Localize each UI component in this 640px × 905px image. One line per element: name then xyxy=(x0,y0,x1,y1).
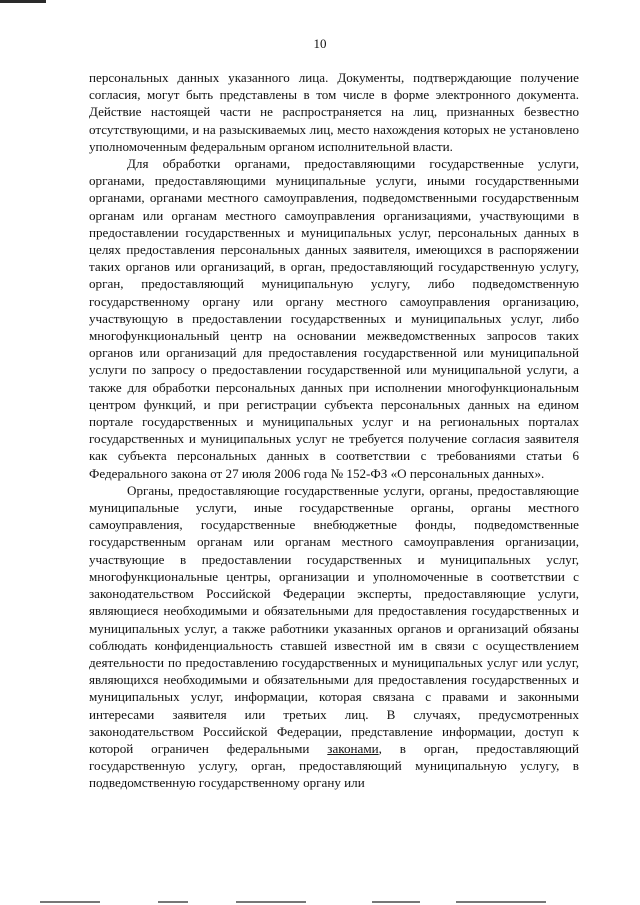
paragraph-text: , в орган, предоставляющий государственную услугу, орган, предоставляющий муниципальную услугу, в подведомственную государственному органу или xyxy=(89,740,579,791)
scan-bottom-artifacts xyxy=(0,897,640,903)
paragraph xyxy=(89,482,579,792)
page-number: 10 xyxy=(313,36,327,51)
laws-link-text[interactable]: законами xyxy=(327,740,379,756)
paragraph-text: Для обработки органами, предоставляющими государственные услуги, органами, предоставляющими муниципальные услуги, иными государственными органами, органами местного самоуправления, подведомственными государственным органам или органам местного самоуправления организациями, участвующими в предоставлении государственных и муниципальных услуг, персональных данных в целях предоставления персональных данных заявителя, имеющихся в распоряжении таких органов или организаций, в орган, предоставляющий государственную услугу, орган, предоставляющий муниципальную услугу, либо подведомственную государственному органу или органу местного самоуправления организацию, участвующую в предоставлении государственных и муниципальных услуг, либо многофункциональный центр на основании межведомственных запросов таких органов или организаций для предоставления государственной или муниципальной услуги по запросу о предоставлении государственной или муниципальной услуги, а также для обработки персональных данных при исполнении многофункциональным центром функций, и при регистрации субъекта персональных данных на едином портале государственных и муниципальных услуг и на региональных порталах государственных и муниципальных услуг не требуется получение согласия заявителя как субъекта персональных данных в соответствии с требованиями статьи 6 Федерального закона от 27 июля 2006 года № 152-ФЗ «О персональных данных». xyxy=(89,156,579,481)
paragraph xyxy=(89,69,579,155)
paragraph-text: персональных данных указанного лица. Документы, подтверждающие получение согласия, могут быть представлены в том числе в форме электронного документа. Действие настоящей части не распространяется на лиц, признанных безвестно отсутствующими, и на разыскиваемых лиц, место нахождения которых не установлено уполномоченным федеральным органом исполнительной власти. xyxy=(89,70,579,154)
paragraph-text: Органы, предоставляющие государственные услуги, органы, предоставляющие муниципальные услуги, иные государственные органы, органы местного самоуправления, государственные внебюджетные фонды, подведомственные государственным органам или органам местного самоуправления организации, участвующие в предоставлении государственных и муниципальных услуг, многофункциональные центры, организации и уполномоченные в соответствии с законодательством Российской Федерации эксперты, предоставляющие услуги, являющиеся необходимыми и обязательными для предоставления государственных и муниципальных услуг, а также работники указанных органов и организаций обязаны соблюдать конфиденциальность ставшей известной им в связи с осуществлением деятельности по предоставлению государственных и муниципальных услуг или услуг, являющихся необходимыми и обязательными для предоставления государственных и муниципальных услуг, информации, которая связана с правами и законными интересами заявителя или третьих лиц. В случаях, предусмотренных законодательством Российской Федерации, представление информации, доступ к которой ограничен федеральными xyxy=(89,482,579,756)
paragraph xyxy=(89,155,579,482)
document-body xyxy=(89,69,579,792)
scan-corner-mark xyxy=(0,0,46,3)
